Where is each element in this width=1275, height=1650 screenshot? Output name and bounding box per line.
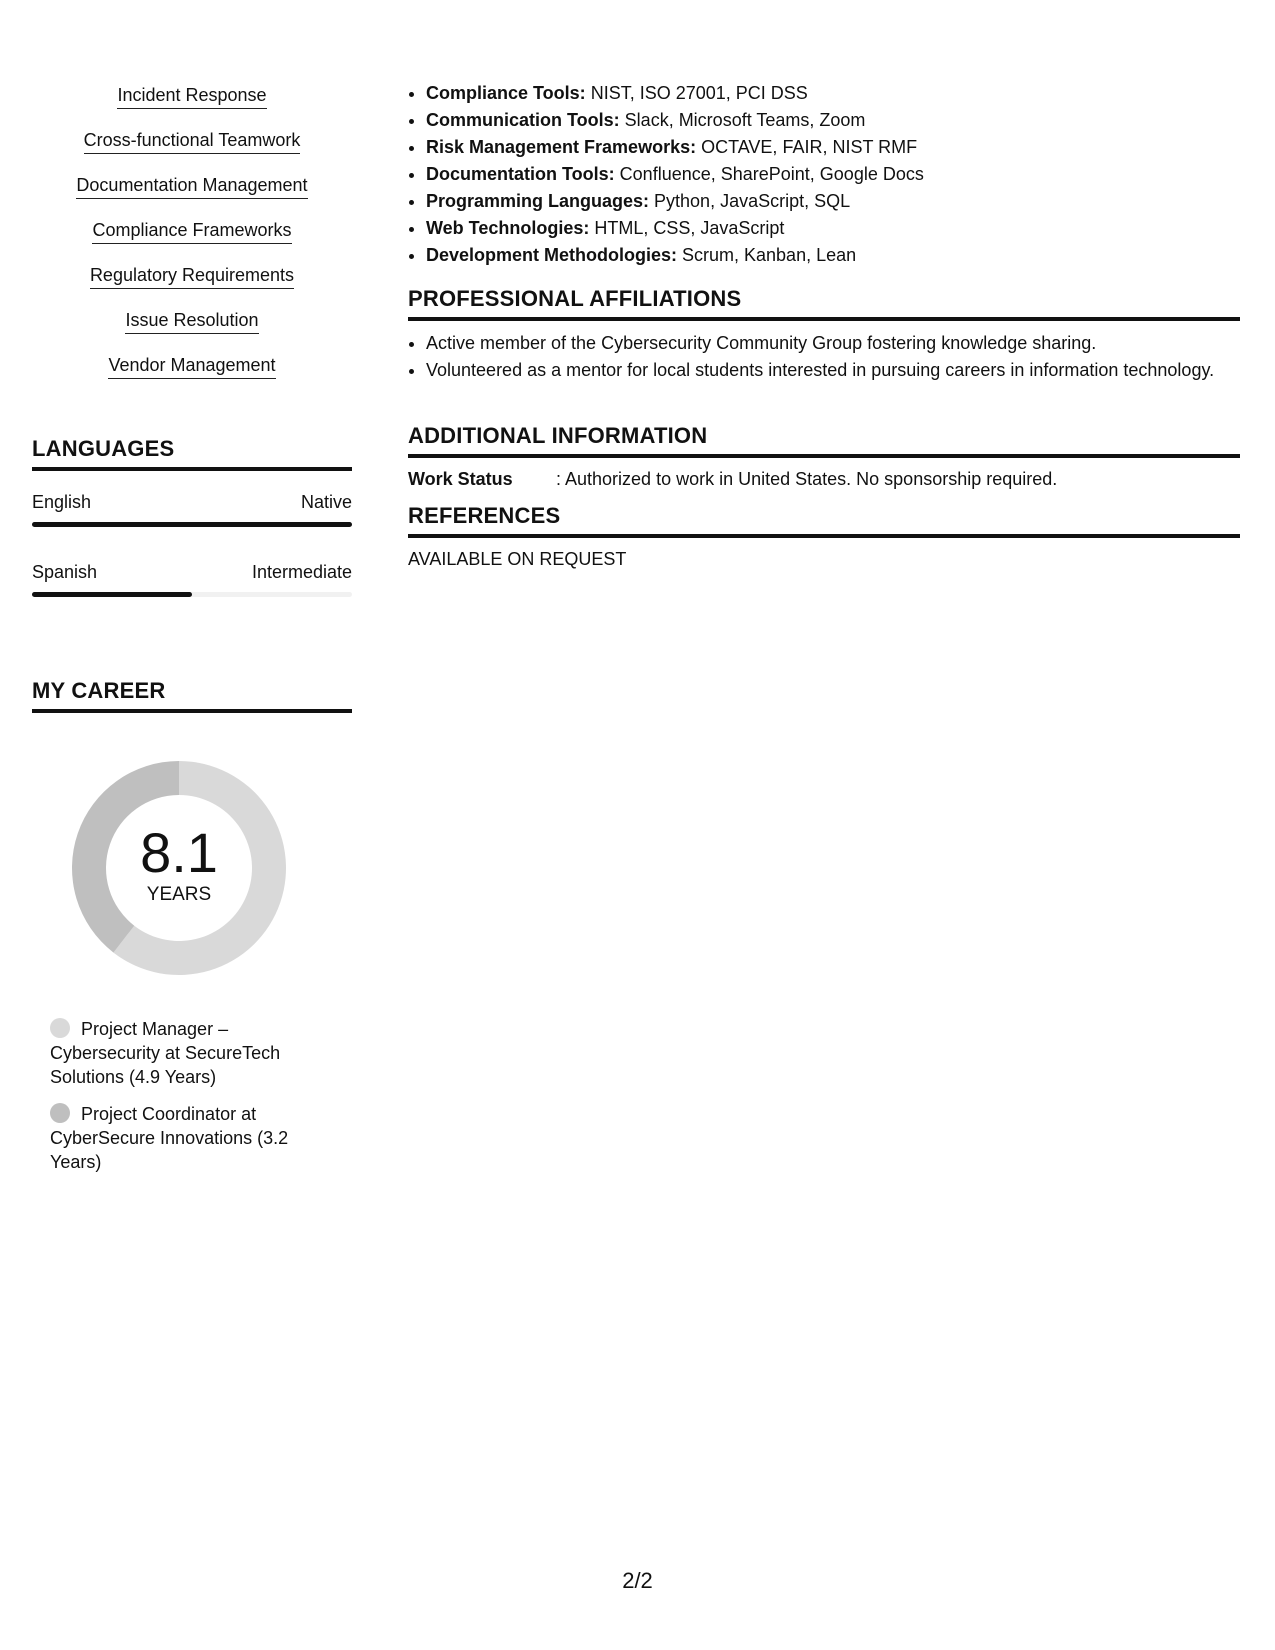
affiliations-list (408, 331, 1240, 382)
skill-label: Vendor Management (108, 354, 275, 379)
references-text: AVAILABLE ON REQUEST (408, 549, 627, 569)
tools-item (426, 188, 1240, 215)
language-proficiency-fill (32, 592, 192, 597)
affiliations-heading: PROFESSIONAL AFFILIATIONS (408, 286, 1240, 321)
tools-list (408, 80, 1240, 269)
career-heading: MY CAREER (32, 678, 352, 713)
work-status-row (408, 467, 1240, 491)
tools-label: Compliance Tools: (426, 83, 586, 103)
language-name: English (32, 492, 92, 512)
tools-value: Scrum, Kanban, Lean (677, 245, 857, 265)
tools-label: Documentation Tools: (426, 164, 615, 184)
language-proficiency-track (32, 592, 352, 597)
tools-label: Communication Tools: (426, 110, 620, 130)
tools-item (426, 80, 1240, 107)
skill-label: Incident Response (117, 84, 266, 109)
career-donut-chart (66, 755, 292, 981)
career-total-value: 8.1 (140, 821, 218, 884)
tools-item (426, 215, 1240, 242)
legend-label: Project Coordinator at CyberSecure Innovations (3.2 Years) (50, 1104, 289, 1172)
tools-label: Development Methodologies: (426, 245, 678, 265)
skill-item (32, 354, 352, 399)
tools-label: Risk Management Frameworks: (426, 137, 697, 157)
tools-item (426, 161, 1240, 188)
languages-heading: LANGUAGES (32, 436, 352, 471)
tools-value: OCTAVE, FAIR, NIST RMF (696, 137, 918, 157)
tools-value: Slack, Microsoft Teams, Zoom (619, 110, 866, 130)
legend-swatch (50, 1018, 70, 1038)
tools-section (408, 80, 1240, 269)
tools-value: HTML, CSS, JavaScript (589, 218, 785, 238)
legend-item (50, 1017, 310, 1089)
tools-label: Programming Languages: (426, 191, 650, 211)
language-level: Native (300, 492, 352, 512)
tools-value: NIST, ISO 27001, PCI DSS (585, 83, 808, 103)
tools-item (426, 134, 1240, 161)
skill-item (32, 219, 352, 264)
career-total-unit: YEARS (146, 884, 212, 905)
references-heading: REFERENCES (408, 503, 1240, 538)
skill-label: Regulatory Requirements (90, 264, 294, 289)
skill-label: Issue Resolution (125, 309, 258, 334)
skill-item (32, 309, 352, 354)
tools-item (426, 107, 1240, 134)
skill-item (32, 174, 352, 219)
skill-label: Cross-functional Teamwork (84, 129, 301, 154)
page-number: 2/2 (622, 1568, 653, 1593)
skill-item (32, 264, 352, 309)
affiliation-item: • Volunteered as a mentor for local students interested in pursuing careers in information technology. (426, 358, 1240, 382)
tools-label: Web Technologies: (426, 218, 590, 238)
references-section (408, 503, 1240, 571)
legend-swatch (50, 1103, 70, 1123)
additional-info-heading: ADDITIONAL INFORMATION (408, 423, 1240, 458)
language-proficiency-track (32, 522, 352, 527)
skills-column (32, 84, 352, 399)
additional-info-section (408, 423, 1240, 491)
donut-center-label (66, 823, 292, 907)
skill-label: Compliance Frameworks (92, 219, 291, 244)
tools-value: Confluence, SharePoint, Google Docs (614, 164, 924, 184)
skills-list (32, 84, 352, 399)
skill-item (32, 84, 352, 129)
work-status-value: : Authorized to work in United States. No sponsorship required. (556, 469, 1058, 489)
language-name: Spanish (32, 562, 98, 582)
legend-label: Project Manager – Cybersecurity at SecureTech Solutions (4.9 Years) (50, 1019, 281, 1087)
legend-item (50, 1102, 310, 1174)
skill-item (32, 129, 352, 174)
language-level: Intermediate (251, 562, 352, 582)
skill-label: Documentation Management (76, 174, 307, 199)
tools-value: Python, JavaScript, SQL (649, 191, 851, 211)
affiliation-item: • Active member of the Cybersecurity Community Group fostering knowledge sharing. (426, 331, 1240, 355)
work-status-label: Work Status (408, 469, 513, 489)
career-legend (50, 1017, 310, 1187)
tools-item (426, 242, 1240, 269)
affiliations-section (408, 286, 1240, 385)
language-proficiency-fill (32, 522, 352, 527)
